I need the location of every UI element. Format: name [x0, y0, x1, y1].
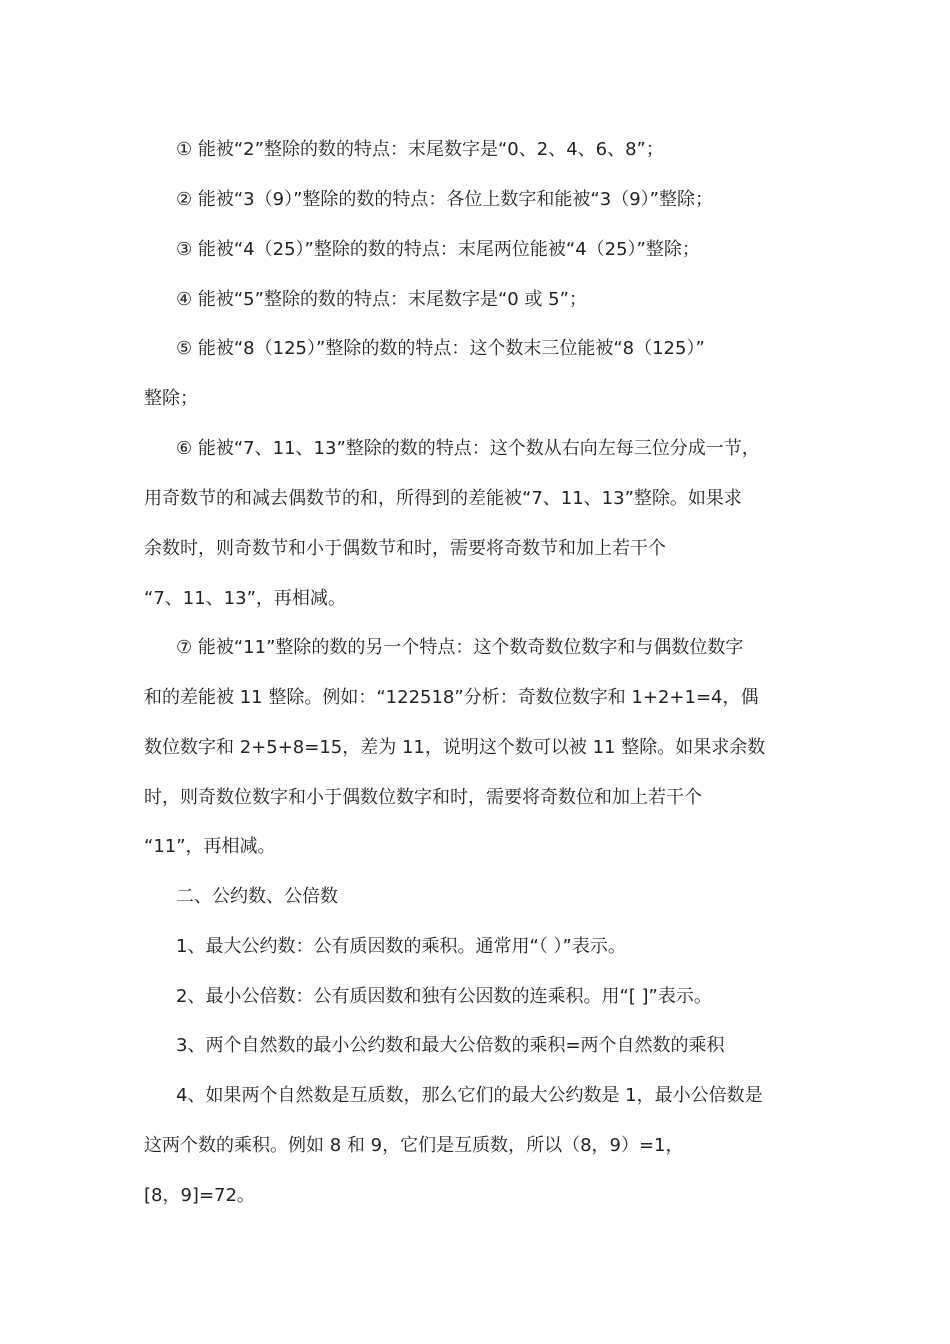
item-lcm-definition: 2、最小公倍数：公有质因数和独有公因数的连乘积。用“[ ]”表示。	[176, 986, 712, 1007]
item-product-relation: 3、两个自然数的最小公约数和最大公倍数的乘积=两个自然数的乘积	[176, 1035, 725, 1056]
rule-7-11-13-line-3: 余数时，则奇数节和小于偶数节和时，需要将奇数节和加上若干个	[144, 538, 666, 559]
rule-7-11-13-line-4: “7、11、13”，再相减。	[144, 588, 346, 609]
rule-divisible-by-11: ⑦ 能被“11”整除的数的另一个特点：这个数奇数位数字和与偶数位数字	[176, 637, 744, 658]
rule-divisible-by-8-125-cont: 整除；	[144, 388, 198, 409]
rule-7-11-13-line-2: 用奇数节的和减去偶数节的和，所得到的差能被“7、11、13”整除。如果求	[144, 488, 742, 509]
rule-divisible-by-8-125: ⑤ 能被“8（125）”整除的数的特点：这个数末三位能被“8（125）”	[176, 338, 705, 359]
rule-divisible-by-2: ① 能被“2”整除的数的特点：末尾数字是“0、2、4、6、8”；	[176, 139, 664, 160]
item-coprime-example: 这两个数的乘积。例如 8 和 9，它们是互质数，所以（8，9）=1，	[144, 1135, 684, 1156]
section-heading-gcd-lcm: 二、公约数、公倍数	[176, 886, 338, 907]
rule-11-line-4: 时，则奇数位数字和小于偶数位数字和时，需要将奇数位和加上若干个	[144, 787, 702, 808]
item-coprime-rule: 4、如果两个自然数是互质数，那么它们的最大公约数是 1，最小公倍数是	[176, 1085, 763, 1106]
rule-divisible-by-5: ④ 能被“5”整除的数的特点：末尾数字是“0 或 5”；	[176, 289, 587, 310]
rule-11-line-3: 数位数字和 2+5+8=15，差为 11，说明这个数可以被 11 整除。如果求余数	[144, 737, 766, 758]
rule-11-line-2: 和的差能被 11 整除。例如：“122518”分析：奇数位数字和 1+2+1=4，偶	[144, 687, 759, 708]
rule-divisible-by-4-25: ③ 能被“4（25）”整除的数的特点：末尾两位能被“4（25）”整除；	[176, 239, 700, 260]
item-coprime-example-cont: [8，9]=72。	[144, 1185, 255, 1206]
rule-divisible-by-3-9: ② 能被“3（9）”整除的数的特点：各位上数字和能被“3（9）”整除；	[176, 189, 713, 210]
rule-divisible-by-7-11-13: ⑥ 能被“7、11、13”整除的数的特点：这个数从右向左每三位分成一节，	[176, 438, 760, 459]
rule-11-line-5: “11”，再相减。	[144, 836, 276, 857]
item-gcd-definition: 1、最大公约数：公有质因数的乘积。通常用“（ ）”表示。	[176, 936, 626, 957]
